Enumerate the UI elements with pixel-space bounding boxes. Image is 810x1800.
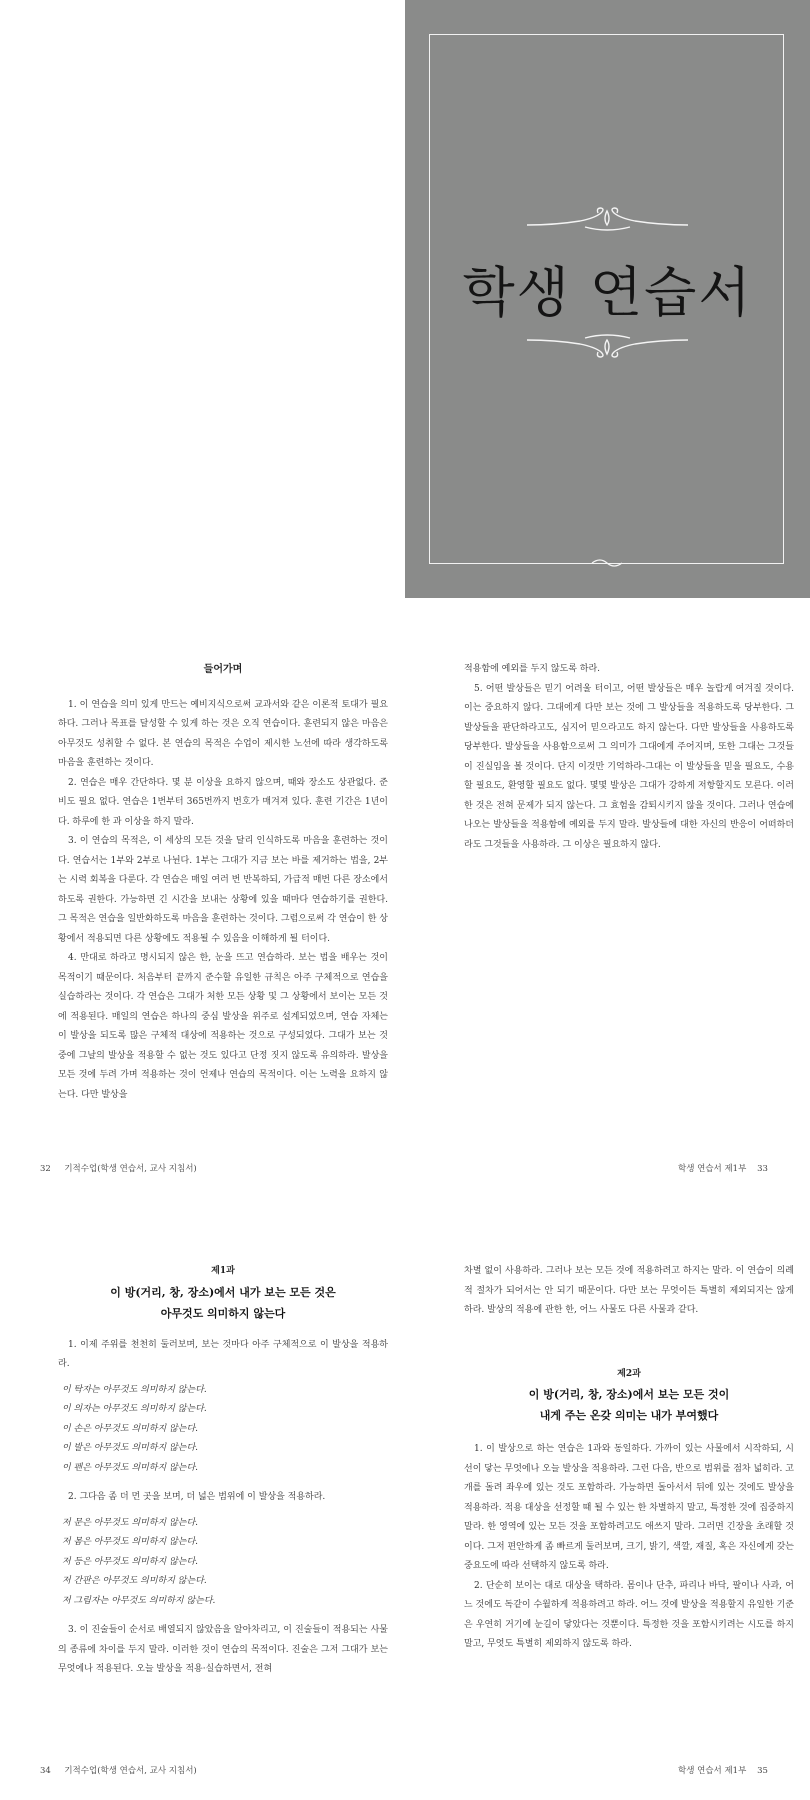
list-item: 이 의자는 아무것도 의미하지 않는다. (62, 1404, 207, 1414)
paragraph: 차별 없이 사용하라. 그러나 보는 모든 것에 적용하려고 하지는 말라. 이 연습이 의례적 절차가 되어서는 안 되기 때문이다. 다만 보는 무엇이든 특별히 제외되지는 않게 하라. 발상의 적용에 관한 한, 어느 사물도 다른 사물과 같다. (464, 1266, 794, 1315)
ornament-frame-bottom-icon (590, 556, 624, 570)
running-footer: 학생 연습서 제1부 (678, 1164, 747, 1174)
list-item: 이 발은 아무것도 의미하지 않는다. (62, 1443, 199, 1453)
paragraph: 1. 이제 주위를 천천히 둘러보며, 보는 것마다 아주 구체적으로 이 발상을 적용하라. (58, 1339, 388, 1369)
page-number: 32 (40, 1164, 51, 1174)
lesson-title-line: 내게 주는 온갖 의미는 내가 부여했다 (539, 1409, 719, 1422)
paragraph: 2. 단순히 보이는 대로 대상을 택하라. 몸이나 단추, 파리나 바닥, 팔이나 사과, 어느 것에도 독같이 수월하게 적용하려고 하라. 어느 것에 발상을 적용할지 유일한 기준은 우연히 거기에 눈길이 닿았다는 것뿐이다. 특정한 것을 포함시키려는 시도를 하지 말고, 무엇도 특별히 제외하지 않도록 하라. (464, 1580, 794, 1649)
list-item: 저 문은 아무것도 의미하지 않는다. (62, 1517, 199, 1528)
ornament-bottom-icon (525, 330, 690, 360)
lesson-title (58, 1282, 388, 1324)
running-footer: 기적수업(학생 연습서, 교사 지침서) (64, 1766, 197, 1776)
paragraph: 2. 연습은 매우 간단하다. 몇 분 이상을 요하지 않으며, 때와 장소도 상관없다. 준비도 필요 없다. 연습은 1번부터 365번까지 번호가 매겨져 있다. 훈련 기간은 1년이다. 하루에 한 과 이상을 하지 말라. (58, 777, 388, 827)
page-number: 34 (40, 1766, 51, 1776)
book-cover (405, 0, 810, 598)
page-35 (464, 1262, 794, 1655)
page-footer-33 (678, 1162, 768, 1174)
paragraph: 3. 이 진술들이 순서로 배열되지 않았음을 알아차리고, 이 진술들이 적용되는 사물의 종류에 차이를 두지 말라. 이러한 것이 연습의 목적이다. 진술은 그저 그대가 보는 무엇에나 적용된다. 오늘 발상을 적용·실습하면서, 전혀 (58, 1625, 388, 1674)
page-footer-34 (40, 1764, 197, 1776)
list-item: 저 그림자는 아무것도 의미하지 않는다. (62, 1595, 216, 1606)
lesson-title-line: 이 방(거리, 창, 장소)에서 보는 모든 것이 (528, 1388, 730, 1401)
running-footer: 기적수업(학생 연습서, 교사 지침서) (64, 1164, 197, 1174)
page-33 (464, 660, 794, 855)
page-34 (58, 1262, 388, 1680)
paragraph: 5. 어떤 발상들은 믿기 어려울 터이고, 어떤 발상들은 매우 놀랍게 여겨질 것이다. 이는 중요하지 않다. 그대에게 다만 보는 것에 그 발상들을 적용하도록 당부한다. 그 발상들을 판단하라고도, 심지어 믿으라고도 하지 않는다. 다만 발상들을 사용하도록 당부한다. 발상들을 사용함으로써 그 의미가 그대에게 주어지며, 또한 그대는 그것들이 진실임을 볼 것이다. 단지 이것만 기억하라-그대는 이 발상들을 믿을 필요도, 수용할 필요도, 환영할 필요도 없다. 몇몇 발상은 그대가 강하게 저항할지도 모른다. 이러한 것은 전혀 문제가 되지 않는다. 그 효험을 감퇴시키지 않을 것이다. 그러나 연습에 나오는 발상들을 적용함에 예외를 두지 말라. 발상들에 대한 자신의 반응이 어떠하더라도 그것들을 사용하라. 그 이상은 필요하지 않다. (464, 683, 794, 850)
page-number: 33 (757, 1164, 768, 1174)
page-footer-32 (40, 1162, 197, 1174)
paragraph: 3. 이 연습의 목적은, 이 세상의 모든 것을 달리 인식하도록 마음을 훈련하는 것이다. 연습서는 1부와 2부로 나뉜다. 1부는 그대가 지금 보는 바를 제거하는 법을, 2부는 시력 회복을 다룬다. 각 연습은 매일 여러 번 반복하되, 가급적 매번 다른 장소에서 하도록 권한다. 가능하면 긴 시간을 보내는 상황에 있을 때마다 연습하기를 권한다. 그 목적은 연습을 일반화하도록 마음을 훈련하는 것이다. 그럼으로써 각 연습이 한 상황에서 적용되면 다른 상황에도 적용될 수 있음을 이해하게 될 터이다. (58, 836, 388, 944)
list-item: 이 탁자는 아무것도 의미하지 않는다. (62, 1384, 207, 1395)
page-heading: 들어가며 (203, 664, 243, 675)
statement-list (58, 1514, 388, 1612)
list-item: 이 손은 아무것도 의미하지 않는다. (62, 1423, 199, 1434)
page-footer-35 (678, 1764, 768, 1776)
paragraph: 4. 만대로 하라고 명시되지 않은 한, 눈을 뜨고 연습하라. 보는 법을 배우는 것이 목적이기 때문이다. 처음부터 끝까지 준수할 유일한 규칙은 아주 구체적으로 연습을 실습하라는 것이다. 각 연습은 그대가 처한 모든 상황 및 그 상황에서 보이는 모든 것에 적용된다. 매일의 연습은 하나의 중심 발상을 위주로 설계되었으며, 연습 자체는 이 발상을 되도록 많은 구체적 대상에 적용하는 것으로 구성되었다. 그대가 보는 것 중에 그날의 발상을 적용할 수 없는 것도 있다고 단정 짓지 않도록 유의하라. 발상을 모든 것에 두려 가며 적용하는 것이 언제나 연습의 목적이다. 이는 노력을 요하지 않는다. 다만 발상을 (58, 953, 388, 1100)
list-item: 저 간판은 아무것도 의미하지 않는다. (62, 1576, 207, 1586)
running-footer: 학생 연습서 제1부 (678, 1766, 747, 1776)
lesson-title-line: 아무것도 의미하지 않는다 (160, 1306, 286, 1320)
cover-title: 학생 연습서 (462, 261, 753, 324)
statement-list (58, 1381, 388, 1479)
lesson-title (464, 1384, 794, 1426)
list-item: 이 펜은 아무것도 의미하지 않는다. (62, 1462, 199, 1473)
page-number: 35 (757, 1766, 768, 1776)
page-32 (58, 660, 388, 1105)
paragraph: 2. 그다음 좀 더 먼 곳을 보며, 더 넓은 범위에 이 발상을 적용하라. (68, 1492, 326, 1502)
paragraph: 1. 이 연습을 의미 있게 만드는 예비지식으로써 교과서와 같은 이론적 토대가 필요하다. 그러나 목표를 달성할 수 있게 하는 것은 오직 연습이다. 훈련되지 않은 마음은 아무것도 성취할 수 없다. 본 연습의 목적은 수업이 제시한 노선에 따라 생각하도록 마음을 훈련하는 것이다. (58, 699, 388, 768)
ornament-top-icon (525, 205, 690, 235)
lesson-number: 제1과 (211, 1266, 235, 1276)
list-item: 저 몸은 아무것도 의미하지 않는다. (62, 1537, 199, 1547)
lesson-title-line: 이 방(거리, 창, 장소)에서 내가 보는 모든 것은 (110, 1285, 336, 1299)
lesson-number: 제2과 (617, 1368, 641, 1379)
paragraph: 적용함에 예외를 두지 않도록 하라. (464, 664, 601, 674)
list-item: 저 등은 아무것도 의미하지 않는다. (62, 1556, 199, 1567)
paragraph: 1. 이 발상으로 하는 연습은 1과와 동일하다. 가까이 있는 사물에서 시작하되, 시선이 닿는 무엇에나 오늘 발상을 적용하라. 그런 다음, 반으로 범위를 점차 넓히라. 고개를 돌려 좌우에 있는 것도 포함하라. 가능하면 돌아서서 뒤에 있는 것에도 발상을 적용하라. 적용 대상을 선정할 때 될 수 있는 한 차별하지 말고, 특정한 것에 집중하지 말라. 한 영역에 있는 모든 것을 포함하려고도 애쓰지 말라. 그러면 긴장을 초래할 것이다. 그저 편안하게 좀 빠르게 둘러보며, 크기, 밝기, 색깔, 재질, 혹은 자신에게 갖는 중요도에 따라 선택하지 않도록 하라. (464, 1444, 794, 1571)
